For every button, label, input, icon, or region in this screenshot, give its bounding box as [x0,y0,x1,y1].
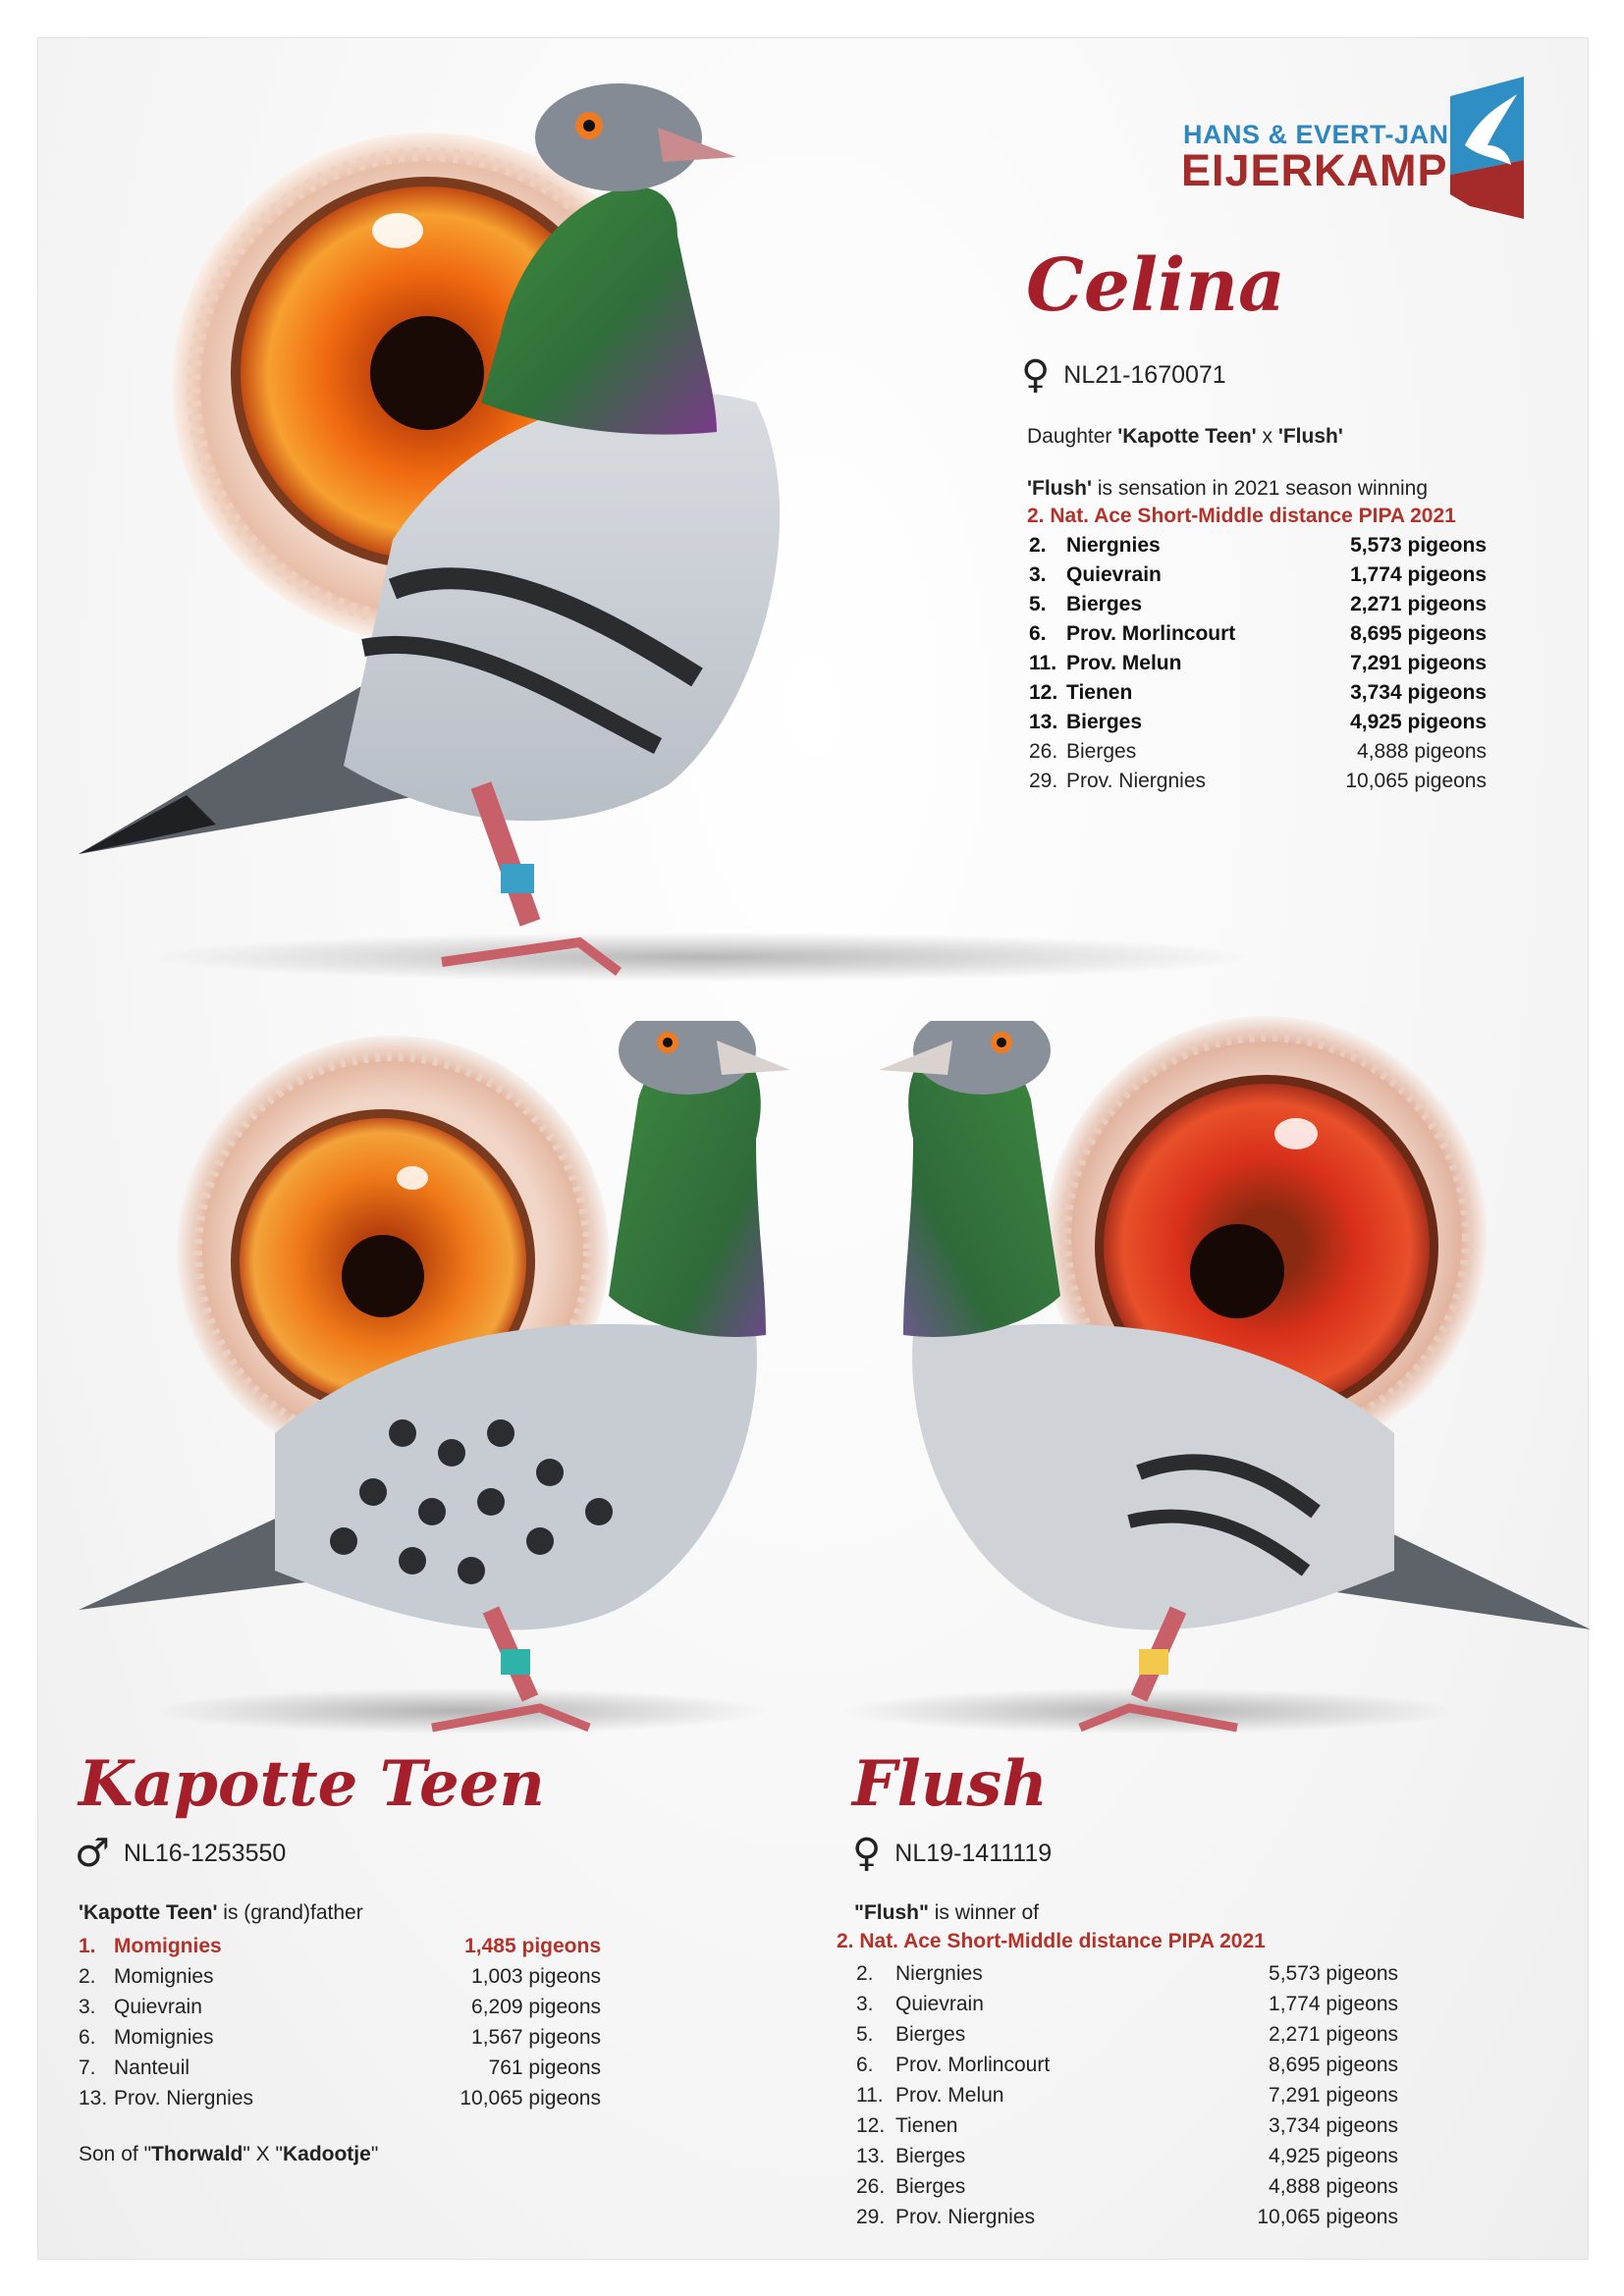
result-row: 5. Bierges 2,271 pigeons [1029,593,1487,615]
celina-highlight: 2. Nat. Ace Short-Middle distance PIPA 2021 [1027,505,1456,527]
flush-results [856,1958,1398,2232]
flush-intro: "Flush" is winner of [854,1901,1039,1924]
kapotte-ring [75,1831,287,1876]
result-row: 2. Niergnies 5,573 pigeons [1029,534,1487,557]
celina-pigeon-image [69,79,1031,991]
flush-ring [852,1831,1053,1876]
celina-parents: Daughter 'Kapotte Teen' x 'Flush' [1027,425,1343,448]
result-row: 3. Quievrain 1,774 pigeons [856,1992,1398,2015]
result-row: 29. Prov. Niergnies 10,065 pigeons [1029,770,1487,792]
result-row: 2. Niergnies 5,573 pigeons [856,1961,1398,1985]
result-row: 13. Bierges 4,925 pigeons [856,2144,1398,2167]
result-row: 12. Tienen 3,734 pigeons [1029,681,1487,704]
brand-logo [1183,77,1527,224]
result-row: 7. Nanteuil 761 pigeons [79,2056,601,2079]
result-row: 13. Prov. Niergnies 10,065 pigeons [79,2086,601,2109]
female-icon: ♀ [852,1831,882,1876]
logo-line1: HANS & EVERT-JAN [1183,120,1449,149]
kapotte-ring-number: NL16-1253550 [123,1839,287,1867]
flush-ring-number: NL19-1411119 [894,1839,1053,1867]
result-row: 13. Bierges 4,925 pigeons [1029,711,1487,733]
flush-pigeon-image [844,1021,1591,1747]
result-row: 26. Bierges 4,888 pigeons [1029,740,1487,763]
result-row: 12. Tienen 3,734 pigeons [856,2113,1398,2137]
result-row: 3. Quievrain 6,209 pigeons [79,1995,601,2018]
result-row: 26. Bierges 4,888 pigeons [856,2174,1398,2198]
kapotte-pigeon-image [79,1021,825,1747]
result-row: 3. Quievrain 1,774 pigeons [1029,563,1487,586]
kapotte-name: Kapotte Teen [79,1747,545,1821]
kapotte-results [79,1931,601,2113]
celina-results [1029,531,1487,796]
logo-line2: EIJERKAMP [1181,145,1448,195]
celina-intro: 'Flush' is sensation in 2021 season winning [1027,477,1429,500]
celina-name: Celina [1026,243,1285,328]
result-row: 6. Momignies 1,567 pigeons [79,2025,601,2049]
female-icon: ♀ [1021,352,1051,398]
result-row: 2. Momignies 1,003 pigeons [79,1964,601,1988]
male-icon: ♂ [75,1831,110,1876]
flush-highlight: 2. Nat. Ace Short-Middle distance PIPA 2021 [837,1930,1266,1952]
celina-ring-number: NL21-1670071 [1063,360,1226,389]
result-row: 1. Momignies 1,485 pigeons [79,1934,601,1957]
result-row: 11. Prov. Melun 7,291 pigeons [1029,652,1487,674]
kapotte-intro: 'Kapotte Teen' is (grand)father [79,1901,363,1924]
celina-ring [1021,352,1226,398]
result-row: 6. Prov. Morlincourt 8,695 pigeons [1029,622,1487,645]
flush-name: Flush [852,1747,1048,1821]
result-row: 5. Bierges 2,271 pigeons [856,2022,1398,2046]
kapotte-parents: Son of "Thorwald" X "Kadootje" [79,2143,379,2165]
result-row: 29. Prov. Niergnies 10,065 pigeons [856,2205,1398,2228]
result-row: 6. Prov. Morlincourt 8,695 pigeons [856,2053,1398,2076]
logo-mark-icon [1440,77,1529,219]
result-row: 11. Prov. Melun 7,291 pigeons [856,2083,1398,2107]
